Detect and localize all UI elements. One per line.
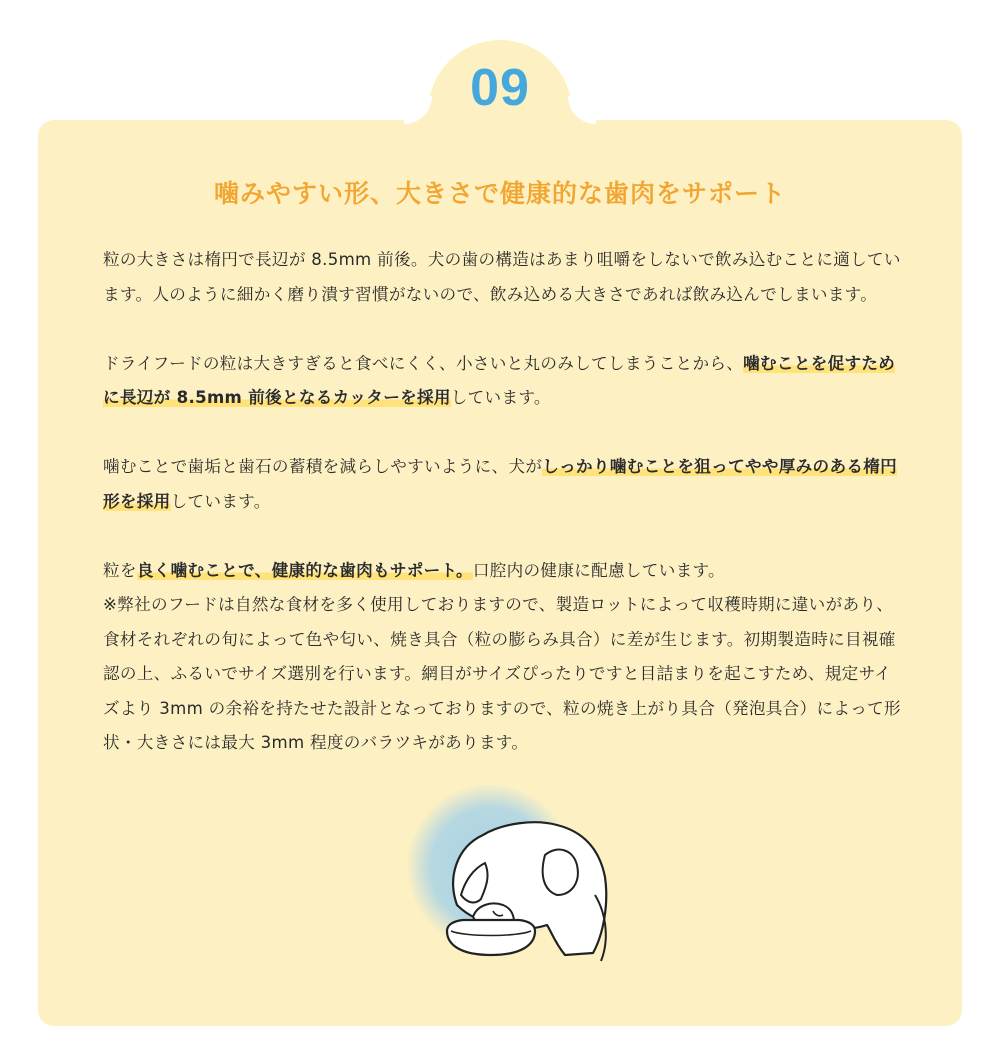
highlight-text: 良く噛むことで、健康的な歯肉もサポート。 xyxy=(136,560,473,580)
highlight-text: 噛むことを促すために長辺が 8.5mm 前後となるカッターを採用 xyxy=(103,353,896,407)
body-text xyxy=(103,243,903,761)
section-heading: 噛みやすい形、大きさで健康的な歯肉をサポート xyxy=(213,179,786,208)
paragraph-note: ※弊社のフードは自然な食材を多く使用しておりますので、製造ロットによって収穫時期に違いがあり、食材それぞれの旬によって色や匂い、焼き具合（粒の膨らみ具合）に差が生じます。初期製造時に目視確認の上、ふるいでサイズ選別を行います。網目がサイズぴったりですと目詰まりを起こすため、規定サイズより 3mm の余裕を持たせた設計となっておりますので、粒の焼き上がり具合（発泡具合）によって形状・大きさには最大 3mm 程度のバラツキがあります。 xyxy=(103,595,901,752)
paragraph-text: 粒を xyxy=(103,560,137,580)
section-number: 09 xyxy=(470,59,530,117)
paragraph-oval-shape xyxy=(103,450,903,519)
paragraph-text: 噛むことで歯垢と歯石の蓄積を減らしやすいように、犬が xyxy=(103,457,543,476)
tab-curve-right xyxy=(568,96,596,124)
paragraph-text: しています。 xyxy=(450,388,551,407)
paragraph-cutter xyxy=(103,347,903,416)
highlight-text: しっかり噛むことを狙ってやや厚みのある楕円形を採用 xyxy=(103,457,898,511)
paragraph-text: ドライフードの粒は大きすぎると食べにくく、小さいと丸のみしてしまうことから、 xyxy=(103,353,744,373)
paragraph-text: しています。 xyxy=(170,491,271,511)
paragraph-kibble-size: 粒の大きさは楕円で長辺が 8.5mm 前後。犬の歯の構造はあまり咀嚼をしないで飲み込むことに適しています。人のように細かく磨り潰す習慣がないので、飲み込める大きさであれば飲み込んでしまいます。 xyxy=(103,250,901,304)
paragraph-gum-support xyxy=(103,554,903,589)
paragraph-text: 口腔内の健康に配慮しています。 xyxy=(472,560,725,580)
dog-eating-from-bowl-icon xyxy=(395,785,615,975)
